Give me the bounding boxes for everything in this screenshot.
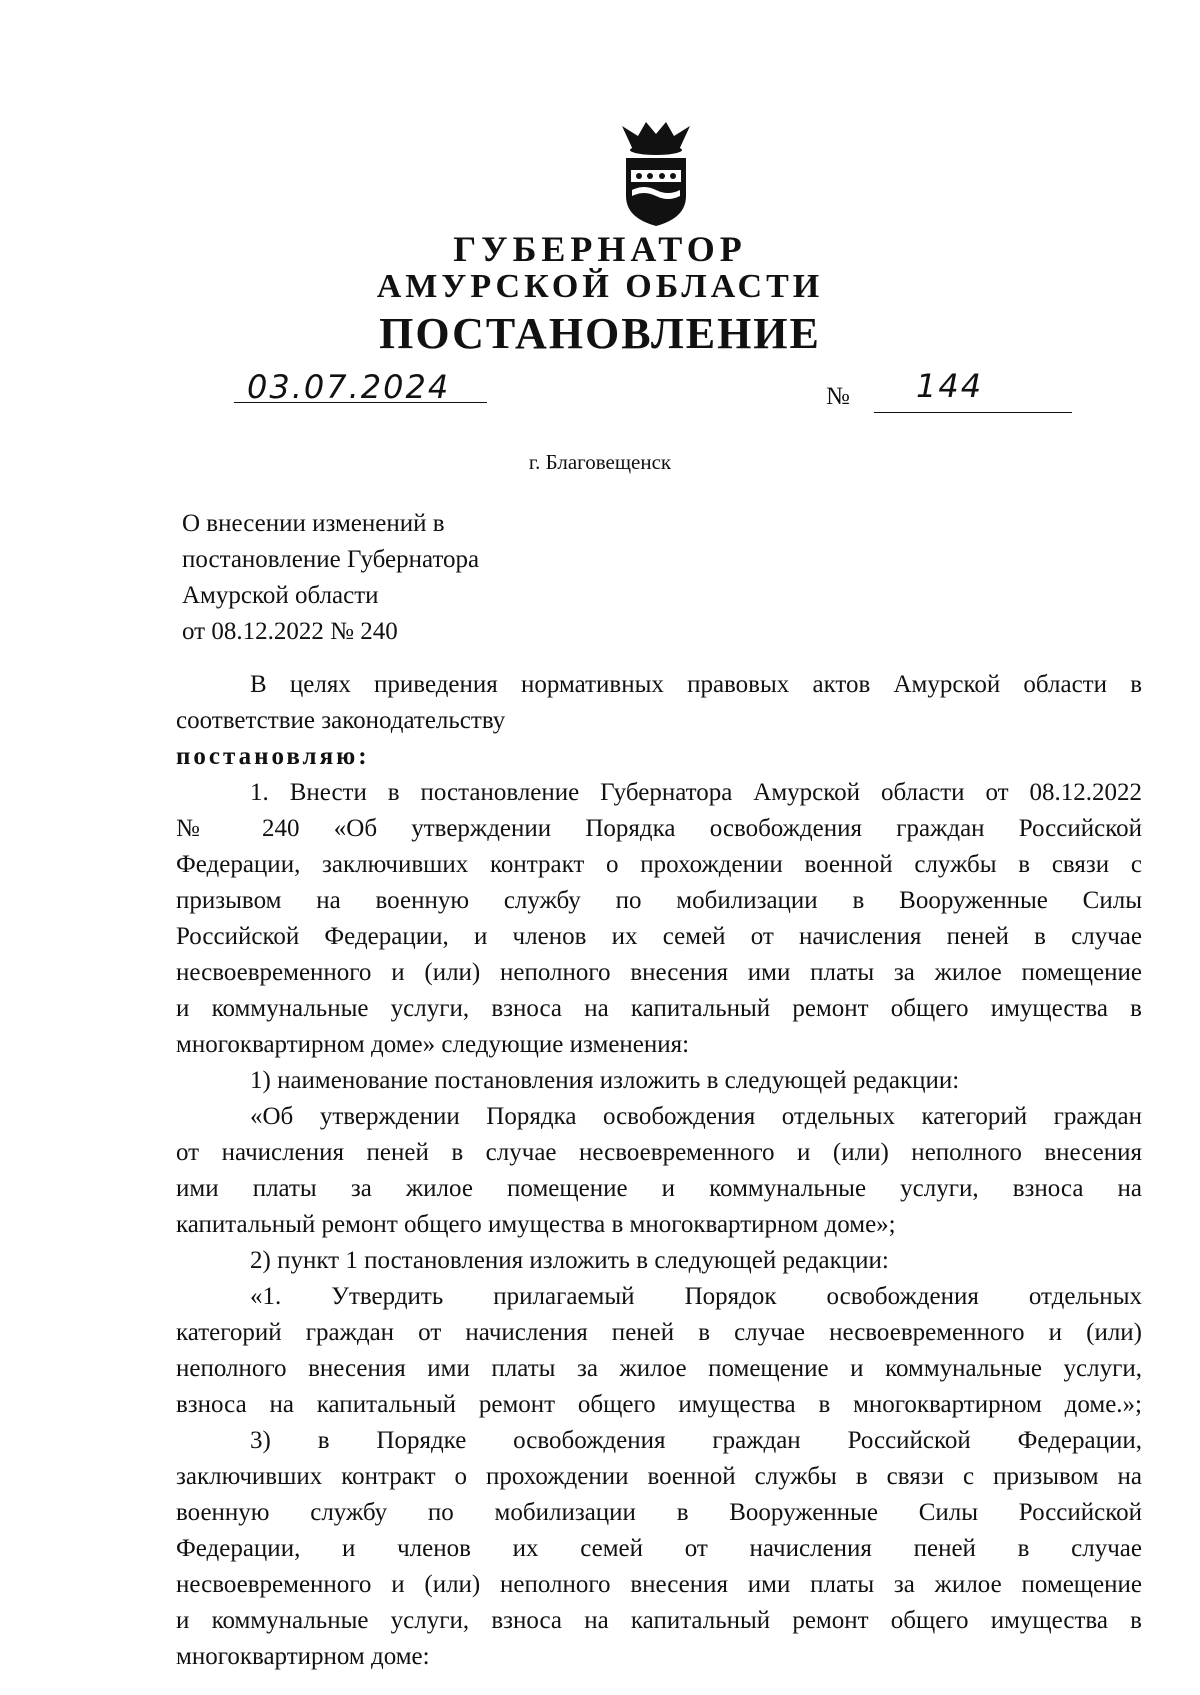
authority-title: ГУБЕРНАТОР: [453, 229, 747, 269]
subject-line: О внесении изменений в: [182, 510, 445, 537]
body-line: заключивших контракт о прохождении военной службы в связи с призывом на: [176, 1463, 1142, 1490]
body-line: ими платы за жилое помещение и коммунальные услуги, взноса на: [176, 1175, 1142, 1202]
body-line: военную службу по мобилизации в Вооруженные Силы Российской: [176, 1499, 1142, 1526]
body-line: капитальный ремонт общего имущества в многоквартирном доме»;: [176, 1211, 896, 1238]
date-underline: [234, 402, 487, 403]
body-line: 1. Внести в постановление Губернатора Амурской области от 08.12.2022: [250, 779, 1142, 806]
body-line: категорий граждан от начисления пеней в случае несвоевременного и (или): [176, 1319, 1142, 1346]
body-line: 1) наименование постановления изложить в следующей редакции:: [250, 1067, 960, 1094]
authority-subtitle: АМУРСКОЙ ОБЛАСТИ: [376, 268, 824, 305]
body-line: № 240 «Об утверждении Порядка освобождения граждан Российской: [176, 815, 1142, 842]
body-line: от начисления пеней в случае несвоевременного и (или) неполного внесения: [176, 1139, 1142, 1166]
subject-line: постановление Губернатора: [182, 546, 480, 573]
subject-line: Амурской области: [182, 582, 379, 609]
body-line: 2) пункт 1 постановления изложить в следующей редакции:: [250, 1247, 889, 1274]
body-line: взноса на капитальный ремонт общего имущества в многоквартирном доме.»;: [176, 1391, 1142, 1418]
body-line: и коммунальные услуги, взноса на капитальный ремонт общего имущества в: [176, 1607, 1142, 1634]
coat-of-arms-icon: [612, 120, 700, 228]
body-line: 3) в Порядке освобождения граждан Российской Федерации,: [250, 1427, 1142, 1454]
body-line: «1. Утвердить прилагаемый Порядок освобождения отдельных: [250, 1283, 1142, 1310]
number-underline: [874, 412, 1072, 413]
body-line: Российской Федерации, и членов их семей от начисления пеней в случае: [176, 923, 1142, 950]
city-line: г. Благовещенск: [528, 450, 672, 474]
body-line: призывом на военную службу по мобилизации в Вооруженные Силы: [176, 887, 1142, 914]
document-date: 03.07.2024: [247, 368, 451, 406]
document-type: ПОСТАНОВЛЕНИЕ: [379, 309, 821, 358]
body-line: и коммунальные услуги, взноса на капитальный ремонт общего имущества в: [176, 995, 1142, 1022]
body-line: соответствие законодательству: [176, 707, 506, 734]
document-number: 144: [916, 367, 984, 405]
document-subject: [182, 506, 479, 650]
body-line: Федерации, заключивших контракт о прохождении военной службы в связи с: [176, 851, 1142, 878]
body-line: Федерации, и членов их семей от начисления пеней в случае: [176, 1535, 1142, 1562]
body-line: неполного внесения ими платы за жилое помещение и коммунальные услуги,: [176, 1355, 1142, 1382]
body-line: «Об утверждении Порядка освобождения отдельных категорий граждан: [250, 1103, 1142, 1130]
number-label: №: [826, 383, 850, 410]
decree-word: постановляю:: [176, 743, 370, 770]
body-line: многоквартирном доме» следующие изменения:: [176, 1031, 690, 1058]
document-body: [176, 667, 1142, 1675]
subject-line: от 08.12.2022 № 240: [182, 618, 398, 645]
body-line: В целях приведения нормативных правовых актов Амурской области в: [250, 671, 1142, 698]
body-line: несвоевременного и (или) неполного внесения ими платы за жилое помещение: [176, 1571, 1142, 1598]
body-line: многоквартирном доме:: [176, 1643, 430, 1670]
body-line: несвоевременного и (или) неполного внесения ими платы за жилое помещение: [176, 959, 1142, 986]
